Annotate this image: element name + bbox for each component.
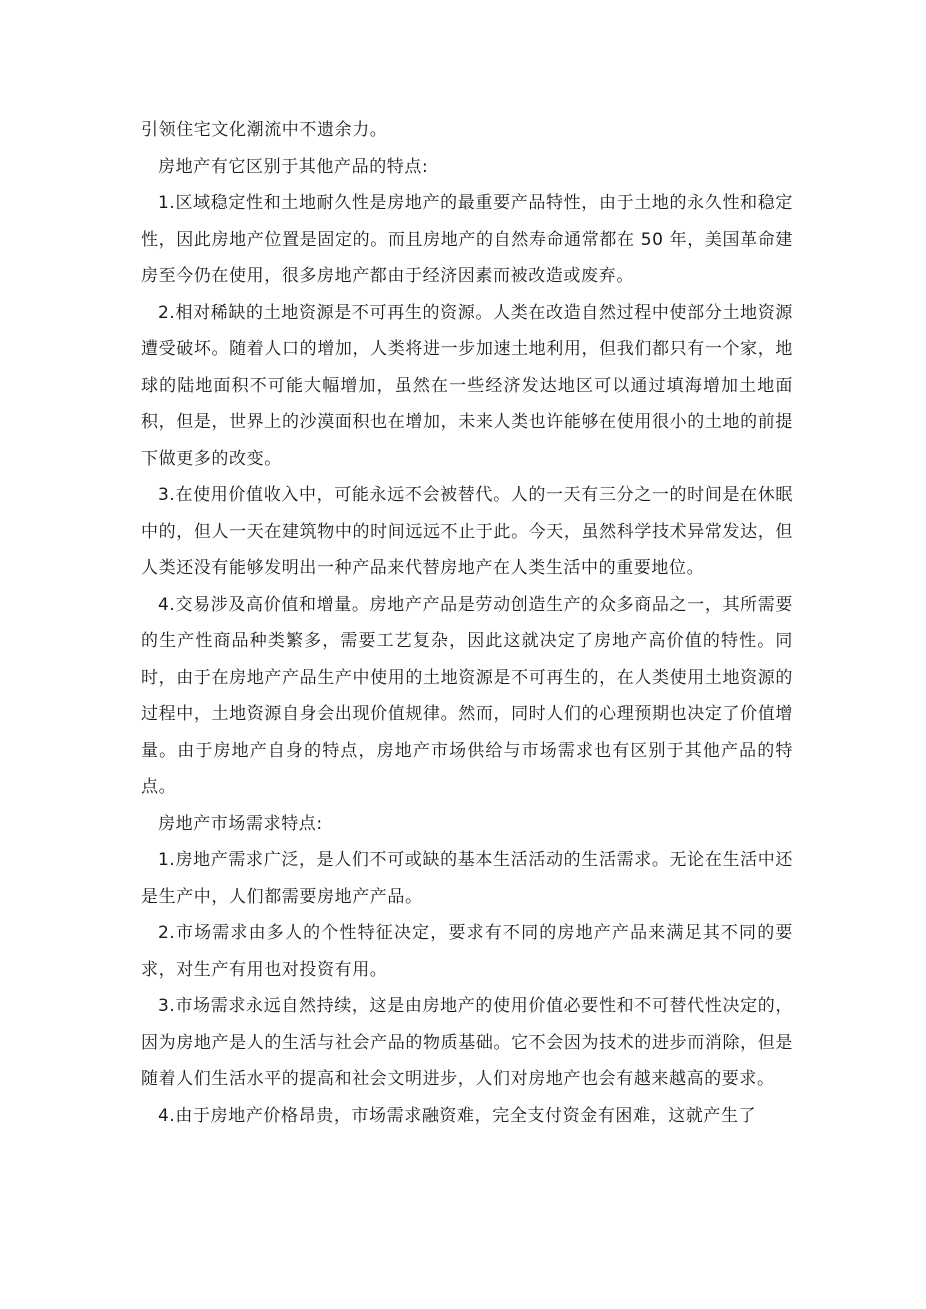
paragraph-feature-1: 1.区域稳定性和土地耐久性是房地产的最重要产品特性，由于土地的永久性和稳定性，因此房地产位置是固定的。而且房地产的自然寿命通常都在 50 年，美国革命建房至今仍在使用，很多房地产都由于经济因素而被改造或废弃。 [141, 193, 793, 286]
paragraph-heading-features: 房地产有它区别于其他产品的特点: [158, 156, 429, 177]
paragraph-heading-demand: 房地产市场需求特点: [158, 813, 323, 834]
paragraph-feature-3: 3.在使用价值收入中，可能永远不会被替代。人的一天有三分之一的时间是在休眠中的，但人一天在建筑物中的时间远远不止于此。今天，虽然科学技术异常发达，但人类还没有能够发明出一种产品来代替房地产在人类生活中的重要地位。 [141, 485, 793, 578]
paragraph-continuation: 引领住宅文化潮流中不遗余力。 [141, 120, 388, 140]
paragraph-feature-4: 4.交易涉及高价值和增量。房地产产品是劳动创造生产的众多商品之一，其所需要的生产性商品种类繁多，需要工艺复杂，因此这就决定了房地产高价值的特性。同时，由于在房地产产品生产中使用的土地资源是不可再生的，在人类使用土地资源的过程中，土地资源自身会出现价值规律。然而，同时人们的心理预期也决定了价值增量。由于房地产自身的特点，房地产市场供给与市场需求也有区别于其他产品的特点。 [141, 594, 793, 797]
paragraph-feature-2: 2.相对稀缺的土地资源是不可再生的资源。人类在改造自然过程中使部分土地资源遭受破坏。随着人口的增加，人类将进一步加速土地利用，但我们都只有一个家，地球的陆地面积不可能大幅增加，虽然在一些经济发达地区可以通过填海增加土地面积，但是，世界上的沙漠面积也在增加，未来人类也许能够在使用很小的土地的前提下做更多的改变。 [141, 302, 793, 469]
paragraph-demand-2: 2.市场需求由多人的个性特征决定，要求有不同的房地产产品来满足其不同的要求，对生产有用也对投资有用。 [141, 923, 793, 980]
paragraph-demand-4: 4.由于房地产价格昂贵，市场需求融资难，完全支付资金有困难，这就产生了 [158, 1105, 757, 1126]
paragraph-demand-3: 3.市场需求永远自然持续，这是由房地产的使用价值必要性和不可替代性决定的，因为房地产是人的生活与社会产品的物质基础。它不会因为技术的进步而消除，但是随着人们生活水平的提高和社会文明进步，人们对房地产也会有越来越高的要求。 [141, 996, 793, 1089]
document-body [141, 112, 793, 1134]
paragraph-demand-1: 1.房地产需求广泛，是人们不可或缺的基本生活活动的生活需求。无论在生活中还是生产中，人们都需要房地产产品。 [141, 850, 793, 907]
